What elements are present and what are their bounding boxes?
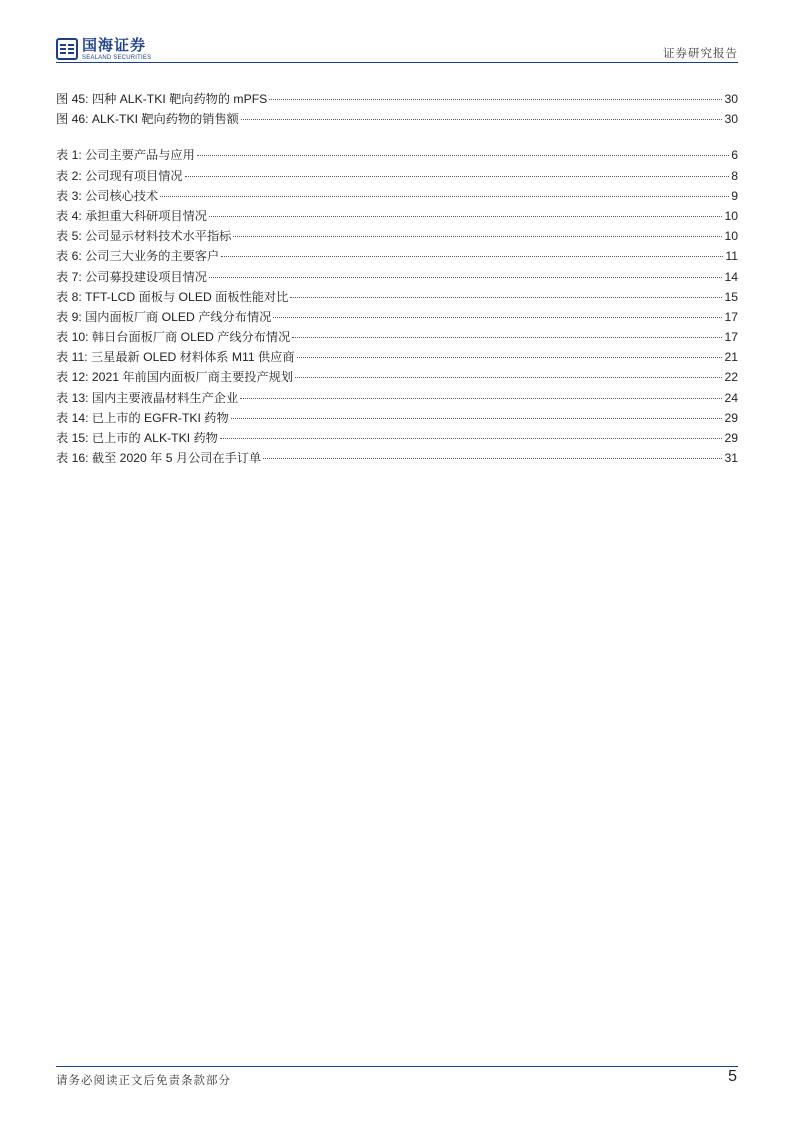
toc-leader bbox=[231, 418, 723, 419]
toc-leader bbox=[273, 317, 722, 318]
toc-entry-label: 表 3: 公司核心技术 bbox=[56, 188, 159, 203]
toc-entry-label: 图 45: 四种 ALK-TKI 靶向药物的 mPFS bbox=[56, 92, 268, 106]
toc-table-entry[interactable] bbox=[56, 288, 738, 308]
toc-entry-page: 17 bbox=[724, 309, 738, 324]
brand-name-en: SEALAND SECURITIES bbox=[82, 54, 152, 61]
toc-entry-label: 表 13: 国内主要液晶材料生产企业 bbox=[56, 390, 239, 405]
toc-entry-page: 17 bbox=[724, 330, 738, 345]
toc-leader bbox=[263, 458, 722, 459]
toc-table-entry[interactable] bbox=[56, 207, 738, 227]
table-of-contents bbox=[56, 90, 738, 469]
toc-leader bbox=[240, 398, 722, 399]
toc-entry-page: 9 bbox=[731, 188, 738, 203]
toc-entry-page: 30 bbox=[724, 112, 738, 127]
toc-leader bbox=[297, 357, 723, 358]
toc-entry-page: 11 bbox=[725, 249, 738, 264]
toc-leader bbox=[241, 119, 723, 120]
toc-entry-label: 表 7: 公司募投建设项目情况 bbox=[56, 269, 207, 284]
toc-table-entry[interactable] bbox=[56, 389, 738, 409]
footer-disclaimer: 请务必阅读正文后免责条款部分 bbox=[56, 1075, 231, 1087]
toc-entry-label: 表 15: 已上市的 ALK-TKI 药物 bbox=[56, 431, 218, 445]
toc-leader bbox=[185, 176, 730, 177]
toc-table-entry[interactable] bbox=[56, 187, 738, 207]
toc-figure-entry[interactable] bbox=[56, 110, 738, 130]
toc-table-entry[interactable] bbox=[56, 449, 738, 469]
report-type: 证券研究报告 bbox=[663, 48, 738, 60]
toc-entry-label: 表 4: 承担重大科研项目情况 bbox=[56, 208, 207, 223]
toc-entry-label: 表 9: 国内面板厂商 OLED 产线分布情况 bbox=[56, 309, 272, 324]
toc-figure-entry[interactable] bbox=[56, 90, 738, 110]
page-number: 5 bbox=[728, 1068, 737, 1085]
toc-entry-page: 21 bbox=[724, 350, 738, 365]
toc-leader bbox=[295, 377, 722, 378]
toc-leader bbox=[269, 99, 722, 100]
toc-leader bbox=[197, 155, 729, 156]
toc-leader bbox=[233, 236, 722, 237]
toc-entry-page: 14 bbox=[724, 269, 738, 284]
toc-entry-page: 22 bbox=[724, 370, 738, 385]
toc-entry-page: 24 bbox=[724, 390, 738, 405]
toc-section-gap bbox=[56, 130, 738, 146]
toc-leader bbox=[221, 256, 723, 257]
toc-entry-page: 31 bbox=[724, 451, 738, 466]
toc-entry-label: 表 5: 公司显示材料技术水平指标 bbox=[56, 229, 232, 244]
footer-divider bbox=[56, 1066, 738, 1067]
toc-entry-page: 15 bbox=[724, 289, 738, 304]
toc-leader bbox=[209, 277, 722, 278]
toc-leader bbox=[292, 337, 722, 338]
page-header bbox=[56, 36, 738, 62]
toc-entry-label: 表 1: 公司主要产品与应用 bbox=[56, 148, 195, 163]
toc-table-entry[interactable] bbox=[56, 409, 738, 429]
brand-name-cn: 国海证券 bbox=[82, 36, 147, 54]
toc-entry-page: 29 bbox=[724, 431, 738, 445]
toc-table-entry[interactable] bbox=[56, 167, 738, 187]
toc-table-entry[interactable] bbox=[56, 268, 738, 288]
toc-entry-label: 表 6: 公司三大业务的主要客户 bbox=[56, 249, 220, 264]
toc-table-entry[interactable] bbox=[56, 227, 738, 247]
toc-entry-page: 6 bbox=[731, 148, 738, 163]
toc-entry-label: 表 10: 韩日台面板厂商 OLED 产线分布情况 bbox=[56, 330, 291, 345]
toc-entry-label: 图 46: ALK-TKI 靶向药物的销售额 bbox=[56, 112, 239, 127]
toc-table-entry[interactable] bbox=[56, 308, 738, 328]
toc-leader bbox=[220, 438, 723, 439]
toc-table-entry[interactable] bbox=[56, 247, 738, 267]
toc-table-entry[interactable] bbox=[56, 328, 738, 348]
toc-entry-page: 10 bbox=[724, 208, 738, 223]
toc-entry-page: 29 bbox=[724, 410, 738, 425]
toc-entry-label: 表 12: 2021 年前国内面板厂商主要投产规划 bbox=[56, 370, 294, 385]
toc-leader bbox=[160, 196, 729, 197]
toc-table-entry[interactable] bbox=[56, 368, 738, 388]
sealand-logo-icon bbox=[56, 38, 78, 60]
company-logo bbox=[56, 36, 151, 62]
toc-table-entry[interactable] bbox=[56, 146, 738, 166]
toc-table-entry[interactable] bbox=[56, 429, 738, 449]
toc-entry-page: 8 bbox=[731, 168, 738, 183]
toc-entry-label: 表 14: 已上市的 EGFR-TKI 药物 bbox=[56, 410, 229, 425]
toc-leader bbox=[290, 297, 722, 298]
toc-entry-label: 表 2: 公司现有项目情况 bbox=[56, 168, 183, 183]
toc-table-entry[interactable] bbox=[56, 348, 738, 368]
toc-entry-label: 表 11: 三星最新 OLED 材料体系 M11 供应商 bbox=[56, 350, 295, 365]
toc-leader bbox=[209, 216, 722, 217]
toc-entry-page: 10 bbox=[724, 229, 738, 244]
header-divider bbox=[56, 62, 738, 63]
toc-entry-page: 30 bbox=[724, 92, 738, 106]
toc-entry-label: 表 16: 截至 2020 年 5 月公司在手订单 bbox=[56, 451, 262, 466]
toc-entry-label: 表 8: TFT-LCD 面板与 OLED 面板性能对比 bbox=[56, 289, 289, 304]
